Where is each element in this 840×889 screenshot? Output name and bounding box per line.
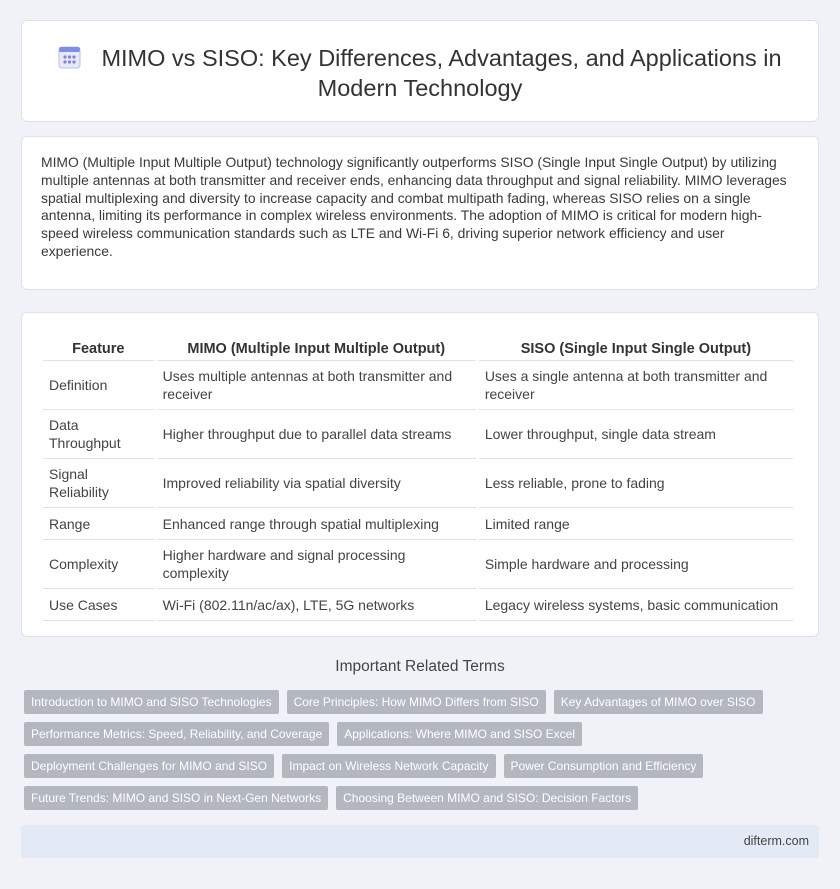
cell-siso: Limited range [479, 508, 793, 540]
related-tag-link[interactable]: Choosing Between MIMO and SISO: Decision Factors [336, 786, 638, 810]
header-mimo: MIMO (Multiple Input Multiple Output) [157, 333, 476, 361]
related-tag-link[interactable]: Core Principles: How MIMO Differs from SISO [287, 690, 546, 714]
cell-siso: Lower throughput, single data stream [479, 410, 793, 459]
comparison-table [40, 333, 796, 621]
related-tag-link[interactable]: Key Advantages of MIMO over SISO [554, 690, 763, 714]
related-tag-link[interactable]: Deployment Challenges for MIMO and SISO [24, 754, 274, 778]
cell-feature: Range [43, 508, 154, 540]
related-terms-tags [24, 690, 814, 818]
intro-card [21, 136, 819, 290]
table-row [43, 361, 793, 410]
related-tag-link[interactable]: Future Trends: MIMO and SISO in Next-Gen Networks [24, 786, 328, 810]
page-title-wrap [22, 43, 818, 103]
table-row [43, 589, 793, 621]
intro-paragraph: MIMO (Multiple Input Multiple Output) technology significantly outperforms SISO (Single Input Single Output) by utilizing multiple antennas at both transmitter and receiver ends, enhancing data throughput and signal reliability. MIMO leverages spatial multiplexing and diversity to increase capacity and combat multipath fading, whereas SISO relies on a single antenna, limiting its performance in complex wireless environments. The adoption of MIMO is critical for modern high-speed wireless communication standards such as LTE and Wi-Fi 6, driving superior network efficiency and user experience. [41, 154, 787, 259]
table-row [43, 508, 793, 540]
cell-mimo: Enhanced range through spatial multiplexing [157, 508, 476, 540]
cell-mimo: Wi-Fi (802.11n/ac/ax), LTE, 5G networks [157, 589, 476, 621]
related-tag-link[interactable]: Introduction to MIMO and SISO Technologies [24, 690, 279, 714]
cell-feature: Definition [43, 361, 154, 410]
tag-row [24, 786, 814, 810]
related-tag-link[interactable]: Power Consumption and Efficiency [504, 754, 704, 778]
comparison-table-card [21, 312, 819, 637]
cell-siso: Less reliable, prone to fading [479, 459, 793, 508]
cell-feature: Complexity [43, 540, 154, 589]
header-feature: Feature [43, 333, 154, 361]
table-header-row [43, 333, 793, 361]
related-tag-link[interactable]: Impact on Wireless Network Capacity [282, 754, 495, 778]
document-grid-icon [58, 46, 81, 69]
table-row [43, 410, 793, 459]
cell-feature: Data Throughput [43, 410, 154, 459]
table-row [43, 459, 793, 508]
header-siso: SISO (Single Input Single Output) [479, 333, 793, 361]
header-card [21, 20, 819, 122]
tag-row [24, 722, 814, 746]
cell-mimo: Improved reliability via spatial diversity [157, 459, 476, 508]
related-tag-link[interactable]: Applications: Where MIMO and SISO Excel [337, 722, 582, 746]
cell-feature: Use Cases [43, 589, 154, 621]
footer-site-link[interactable]: difterm.com [743, 834, 809, 848]
cell-siso: Simple hardware and processing [479, 540, 793, 589]
cell-siso: Uses a single antenna at both transmitter and receiver [479, 361, 793, 410]
cell-mimo: Higher throughput due to parallel data streams [157, 410, 476, 459]
related-terms-title: Important Related Terms [335, 658, 505, 675]
cell-feature: Signal Reliability [43, 459, 154, 508]
tag-row [24, 754, 814, 778]
footer-bar [21, 825, 819, 858]
tag-row [24, 690, 814, 714]
page-title: MIMO vs SISO: Key Differences, Advantages, and Applications in Modern Technology [101, 45, 782, 101]
related-tag-link[interactable]: Performance Metrics: Speed, Reliability, and Coverage [24, 722, 329, 746]
cell-mimo: Higher hardware and signal processing complexity [157, 540, 476, 589]
cell-mimo: Uses multiple antennas at both transmitter and receiver [157, 361, 476, 410]
table-row [43, 540, 793, 589]
cell-siso: Legacy wireless systems, basic communication [479, 589, 793, 621]
